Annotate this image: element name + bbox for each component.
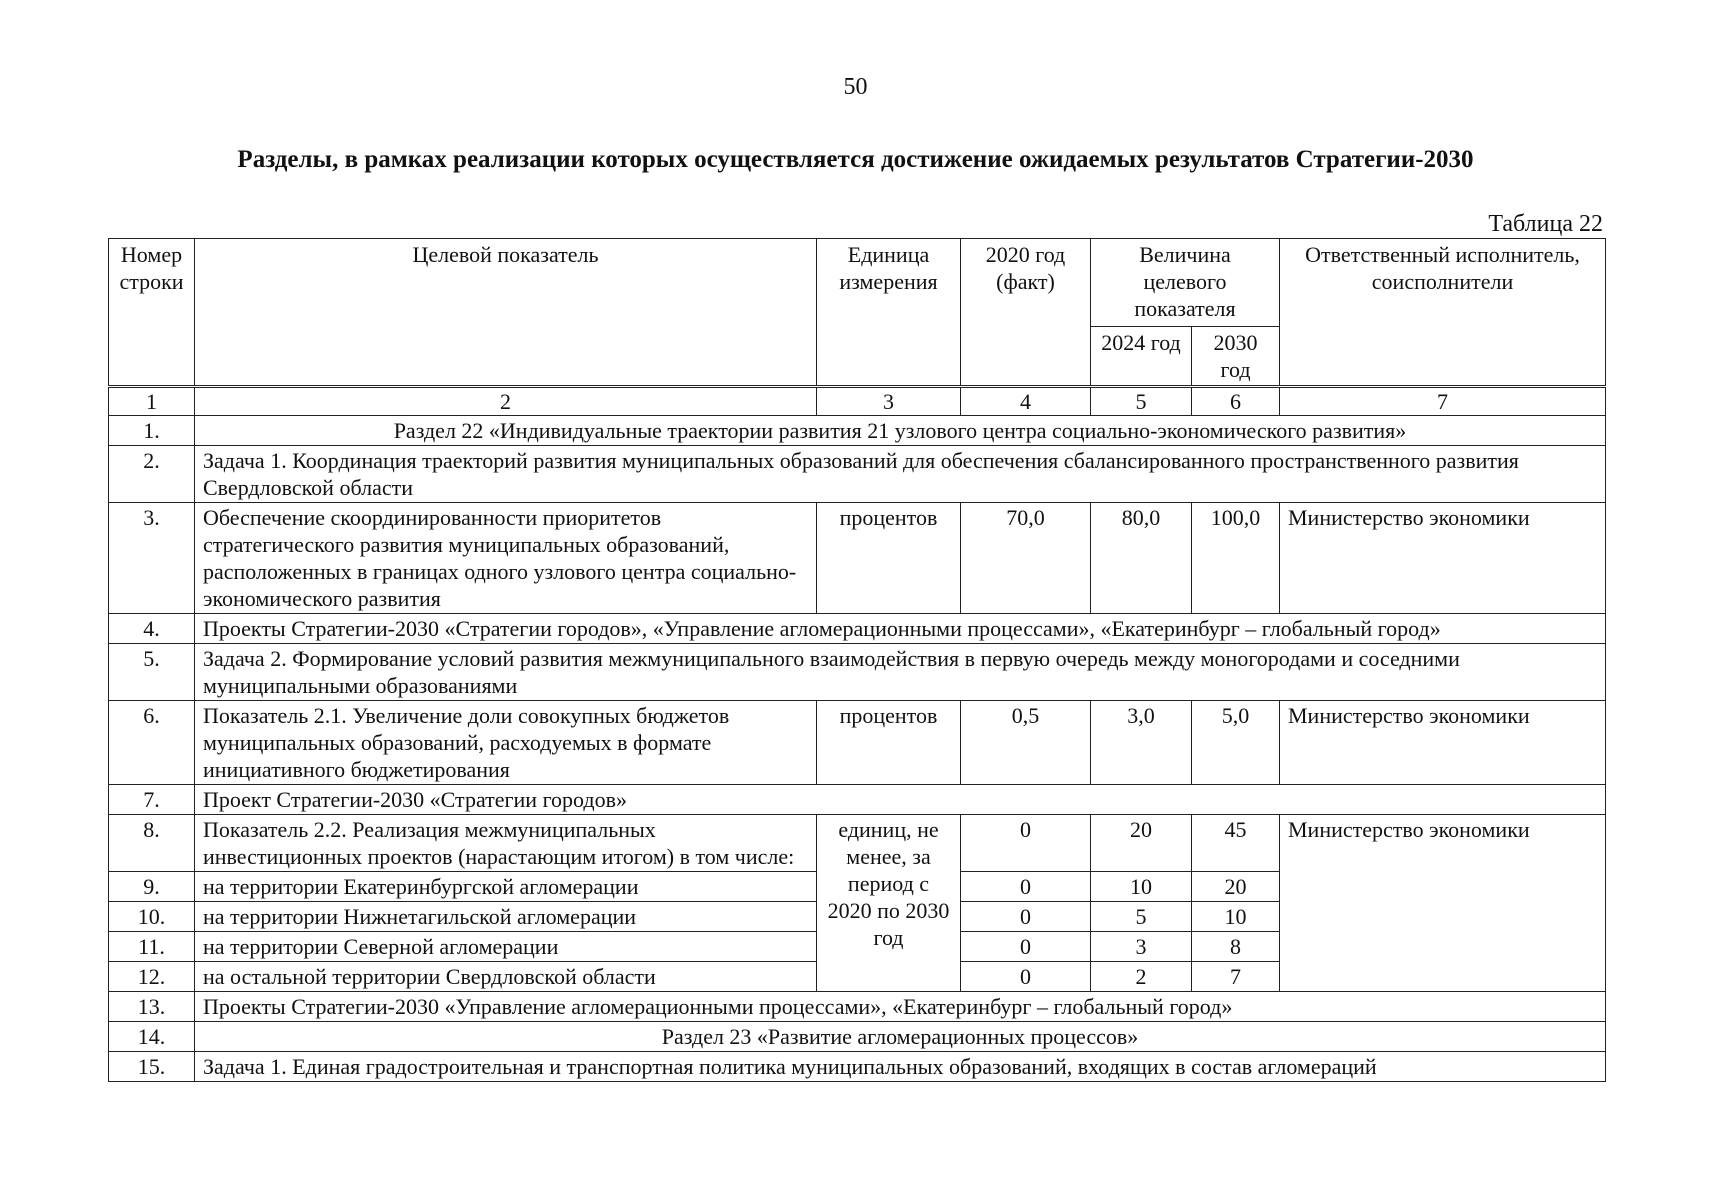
column-number: 5 (1091, 388, 1192, 416)
table-label: Таблица 22 (1488, 211, 1603, 237)
table-row (109, 1022, 1606, 1052)
value-2024: 3 (1091, 932, 1192, 962)
value-2030: 8 (1192, 932, 1280, 962)
table-row (109, 815, 1606, 872)
unit-cell: единиц, не менее, за период с 2020 по 2030 год (817, 815, 961, 992)
indicator-text: Показатель 2.1. Увеличение доли совокупных бюджетов муниципальных образований, расходуемых в формате инициативного бюджетирования (195, 701, 817, 785)
project-text: Проект Стратегии-2030 «Стратегии городов» (195, 785, 1606, 815)
row-number: 10. (109, 902, 195, 932)
responsible-cell: Министерство экономики (1280, 503, 1606, 614)
table-body (108, 387, 1606, 1082)
value-2024: 20 (1091, 815, 1192, 872)
indicator-text: на территории Северной агломерации (195, 932, 817, 962)
responsible-cell: Министерство экономики (1280, 815, 1606, 992)
table-row (109, 785, 1606, 815)
row-number: 4. (109, 614, 195, 644)
task-text: Задача 1. Единая градостроительная и транспортная политика муниципальных образований, входящих в состав агломераций (195, 1052, 1606, 1082)
table-row (109, 503, 1606, 614)
row-number: 6. (109, 701, 195, 785)
task-text: Задача 2. Формирование условий развития межмуниципального взаимодействия в первую очередь между моногородами и соседними муниципальными образованиями (195, 644, 1606, 701)
value-2024: 5 (1091, 902, 1192, 932)
column-number: 4 (961, 388, 1091, 416)
section-heading: Раздел 23 «Развитие агломерационных процессов» (195, 1022, 1606, 1052)
row-number: 14. (109, 1022, 195, 1052)
row-number: 13. (109, 992, 195, 1022)
header-2030: 2030 год (1192, 327, 1280, 386)
table-row (109, 701, 1606, 785)
value-2020: 0 (961, 932, 1091, 962)
indicator-text: Показатель 2.2. Реализация межмуниципальных инвестиционных проектов (нарастающим итогом) в том числе: (195, 815, 817, 872)
header-indicator: Целевой показатель (195, 239, 817, 386)
responsible-cell: Министерство экономики (1280, 701, 1606, 785)
header-row-number: Номер строки (109, 239, 195, 386)
table-row (109, 416, 1606, 446)
column-number: 1 (109, 388, 195, 416)
indicator-text: Обеспечение скоординированности приоритетов стратегического развития муниципальных образований, расположенных в границах одного узлового центра социально-экономического развития (195, 503, 817, 614)
table-row (109, 446, 1606, 503)
table-row (109, 614, 1606, 644)
column-number: 7 (1280, 388, 1606, 416)
indicator-text: на остальной территории Свердловской области (195, 962, 817, 992)
row-number: 5. (109, 644, 195, 701)
value-2020: 0 (961, 872, 1091, 902)
value-2020: 0,5 (961, 701, 1091, 785)
indicator-text: на территории Екатеринбургской агломерации (195, 872, 817, 902)
document-title: Разделы, в рамках реализации которых осуществляется достижение ожидаемых результатов Стратегии-2030 (237, 146, 1474, 173)
row-number: 7. (109, 785, 195, 815)
column-number-row (109, 388, 1606, 416)
task-text: Задача 1. Координация траекторий развития муниципальных образований для обеспечения сбалансированного пространственного развития Свердловской области (195, 446, 1606, 503)
table-row (109, 1052, 1606, 1082)
row-number: 1. (109, 416, 195, 446)
value-2020: 0 (961, 962, 1091, 992)
column-number: 6 (1192, 388, 1280, 416)
value-2024: 3,0 (1091, 701, 1192, 785)
project-text: Проекты Стратегии-2030 «Управление агломерационными процессами», «Екатеринбург – глобальный город» (195, 992, 1606, 1022)
row-number: 2. (109, 446, 195, 503)
table-row (109, 992, 1606, 1022)
row-number: 3. (109, 503, 195, 614)
section-heading: Раздел 22 «Индивидуальные траектории развития 21 узлового центра социально-экономического развития» (195, 416, 1606, 446)
header-responsible: Ответственный исполнитель, соисполнители (1280, 239, 1606, 386)
unit-cell: процентов (817, 503, 961, 614)
table-row (109, 644, 1606, 701)
table-header (108, 238, 1606, 386)
value-2030: 10 (1192, 902, 1280, 932)
row-number: 15. (109, 1052, 195, 1082)
value-2020: 70,0 (961, 503, 1091, 614)
header-2020: 2020 год (факт) (961, 239, 1091, 386)
row-number: 12. (109, 962, 195, 992)
unit-cell: процентов (817, 701, 961, 785)
value-2030: 7 (1192, 962, 1280, 992)
value-2030: 100,0 (1192, 503, 1280, 614)
column-number: 3 (817, 388, 961, 416)
value-2024: 2 (1091, 962, 1192, 992)
value-2024: 10 (1091, 872, 1192, 902)
header-unit: Единица измерения (817, 239, 961, 386)
project-text: Проекты Стратегии-2030 «Стратегии городов», «Управление агломерационными процессами», «Екатеринбург – глобальный город» (195, 614, 1606, 644)
value-2030: 20 (1192, 872, 1280, 902)
row-number: 8. (109, 815, 195, 872)
value-2020: 0 (961, 815, 1091, 872)
row-number: 11. (109, 932, 195, 962)
page-number: 50 (843, 74, 868, 100)
header-target-value: Величина целевого показателя (1091, 239, 1280, 327)
row-number: 9. (109, 872, 195, 902)
value-2030: 45 (1192, 815, 1280, 872)
indicator-text: на территории Нижнетагильской агломерации (195, 902, 817, 932)
column-number: 2 (195, 388, 817, 416)
value-2024: 80,0 (1091, 503, 1192, 614)
header-2024: 2024 год (1091, 327, 1192, 386)
value-2020: 0 (961, 902, 1091, 932)
value-2030: 5,0 (1192, 701, 1280, 785)
